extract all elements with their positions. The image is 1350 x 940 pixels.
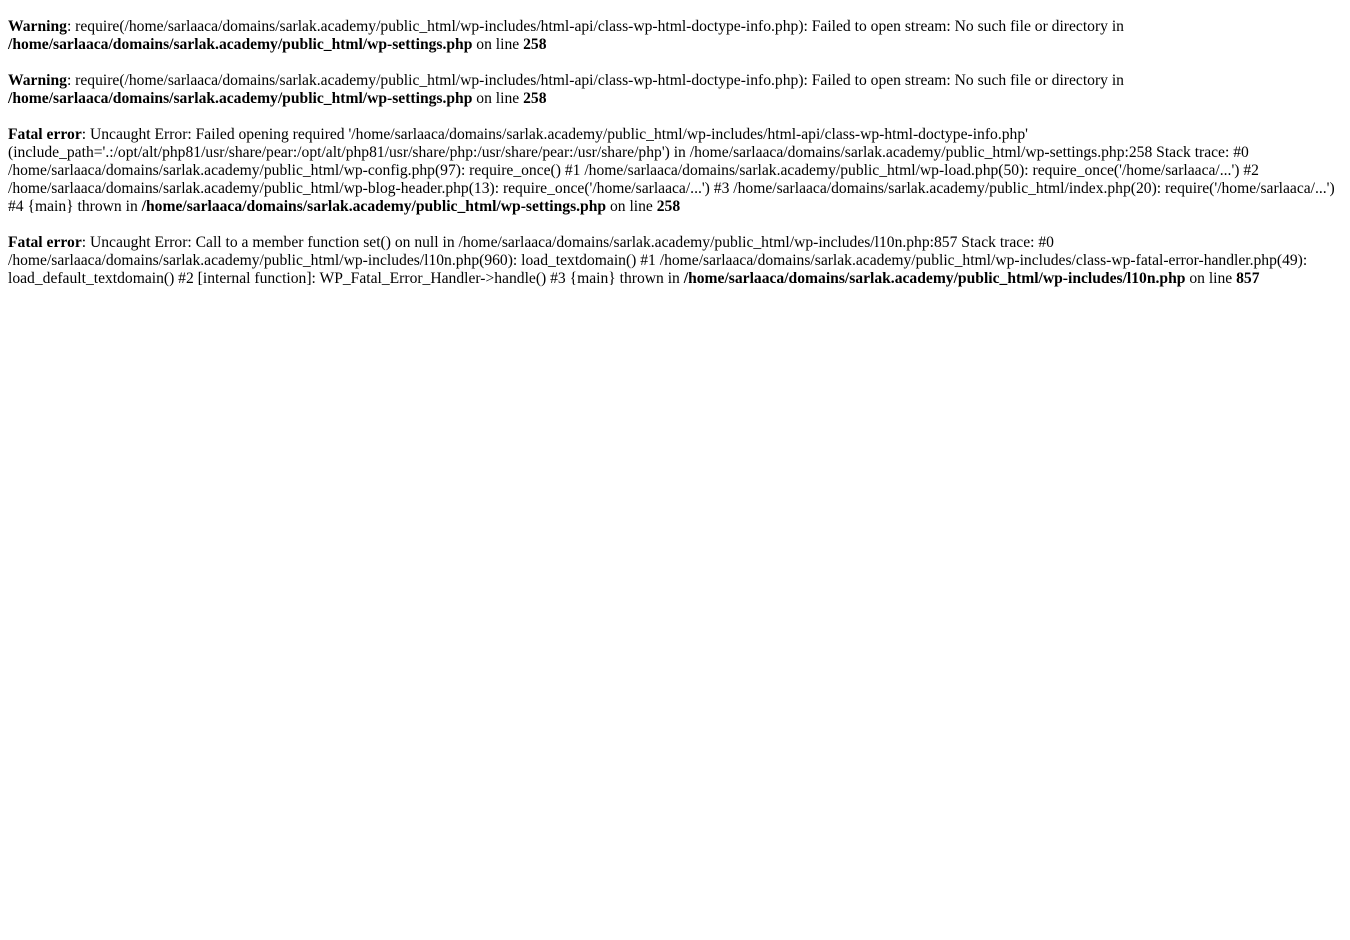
message-on-line: on line (1185, 270, 1237, 287)
message-file: /home/sarlaaca/domains/sarlak.academy/public_html/wp-settings.php (8, 90, 473, 107)
message-text: Uncaught Error: Call to a member function set() on null in /home/sarlaaca/domains/sarlak.academy/public_html/wp-includes/l10n.php:857 Stack trace: #0 /home/sarlaaca/domains/sarlak.academy/public_html/wp-includes/l10n.php(960): load_textdomain() #1 /home/sarlaaca/domains/sarlak.academy/public_html/wp-includes/class-wp-fatal-error-handler.php(49): load_default_textdomain() #2 [internal function]: WP_Fatal_Error_Handler->handle() #3 {main} thrown in (8, 234, 1308, 287)
message-text: require(/home/sarlaaca/domains/sarlak.academy/public_html/wp-includes/html-api/class-wp-html-doctype-info.php): Failed to open stream: No such file or directory in (75, 72, 1124, 89)
message-level: Fatal error (8, 126, 82, 143)
message-text: Uncaught Error: Failed opening required '/home/sarlaaca/domains/sarlak.academy/public_html/wp-includes/html-api/class-wp-html-doctype-info.php' (include_path='.:/opt/alt/php81/usr/share/pear:/opt/alt/php81/usr/share/php:/usr/share/pear:/usr/share/php') in /home/sarlaaca/domains/sarlak.academy/public_html/wp-settings.php:258 Stack trace: #0 /home/sarlaaca/domains/sarlak.academy/public_html/wp-config.php(97): require_once() #1 /home/sarlaaca/domains/sarlak.academy/public_html/wp-load.php(50): require_once('/home/sarlaaca/...') #2 /home/sarlaaca/domains/sarlak.academy/public_html/wp-blog-header.php(13): require_once('/home/sarlaaca/...') #3 /home/sarlaaca/domains/sarlak.academy/public_html/index.php(20): require('/home/sarlaaca/...') #4 {main} thrown in (8, 126, 1335, 215)
message-on-line: on line (472, 90, 524, 107)
message-separator: : (66, 18, 76, 35)
message-level: Warning (8, 18, 67, 35)
fatal-error-message-1 (8, 126, 1342, 216)
message-line-number: 258 (656, 198, 681, 215)
message-separator: : (81, 234, 90, 251)
message-file: /home/sarlaaca/domains/sarlak.academy/public_html/wp-settings.php (141, 198, 607, 215)
message-separator: : (81, 126, 90, 143)
message-file: /home/sarlaaca/domains/sarlak.academy/public_html/wp-includes/l10n.php (683, 270, 1186, 287)
top-line-break (8, 0, 1342, 18)
message-text: require(/home/sarlaaca/domains/sarlak.academy/public_html/wp-includes/html-api/class-wp-html-doctype-info.php): Failed to open stream: No such file or directory in (75, 18, 1124, 35)
message-level: Warning (8, 72, 67, 89)
warning-message-2 (8, 72, 1342, 108)
message-line-number: 258 (523, 36, 547, 53)
message-on-line: on line (472, 36, 524, 53)
message-on-line: on line (606, 198, 657, 215)
message-file: /home/sarlaaca/domains/sarlak.academy/public_html/wp-settings.php (8, 36, 473, 53)
fatal-error-message-2 (8, 234, 1342, 288)
message-line-number: 258 (523, 90, 547, 107)
warning-message-1 (8, 18, 1342, 54)
message-level: Fatal error (8, 234, 82, 251)
message-separator: : (66, 72, 76, 89)
message-line-number: 857 (1236, 270, 1260, 287)
